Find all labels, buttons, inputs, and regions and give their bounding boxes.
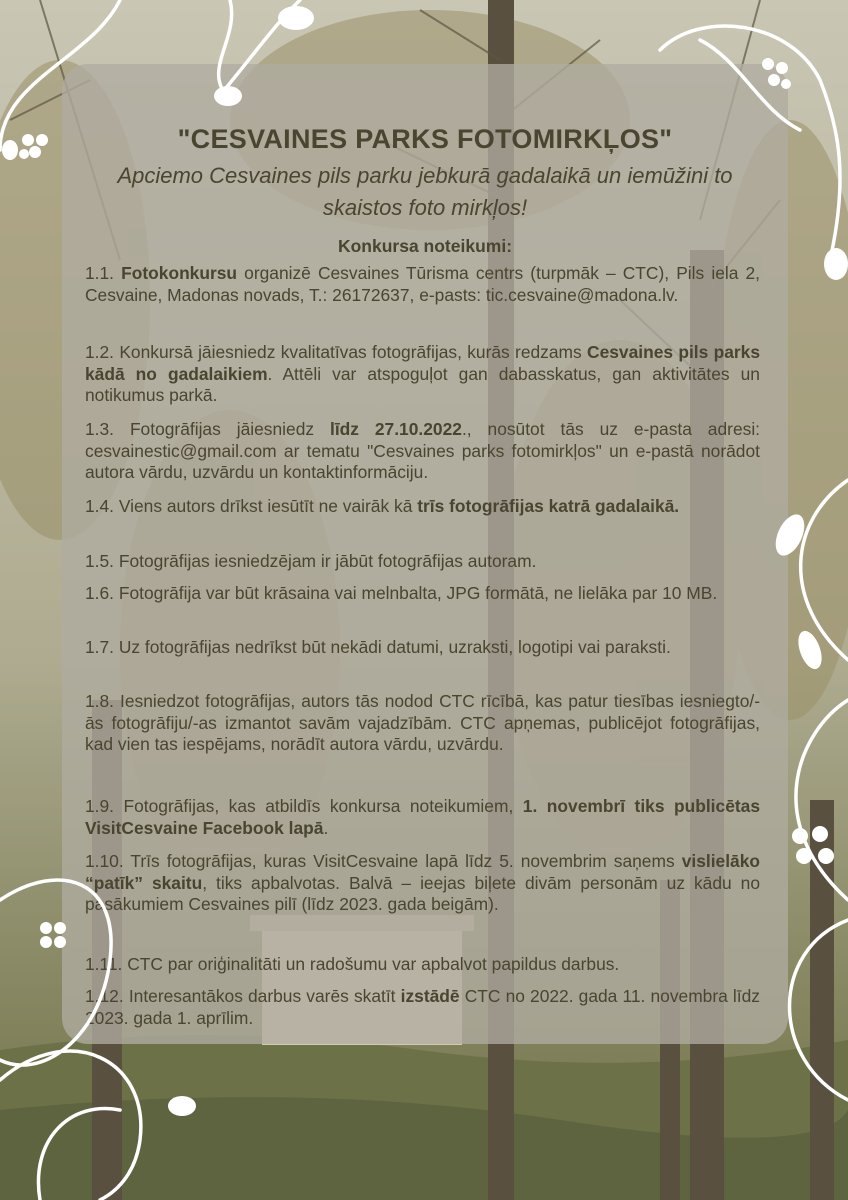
rule-text: . Attēli var atspoguļot gan dabasskatus, gan aktivitātes un notikumus parkā.	[85, 363, 760, 405]
rule-text: Iesniedzot fotogrāfijas, autors tās nodod CTC rīcībā, kas patur tiesības iesniegto/-ās fotogrāfiju/-as izmantot savām vajadzībām. CTC apņemas, publicējot fotogrāfijas, kad vien tas iespējams, norādīt autora vārdu, uzvārdu.	[85, 691, 760, 754]
rule-1-10	[85, 851, 760, 916]
rule-text: CTC par oriģinalitāti un radošumu var apbalvot papildus darbus.	[127, 954, 620, 974]
rule-1-3	[85, 419, 760, 484]
rule-number: 1.9.	[85, 796, 124, 816]
rules-heading: Konkursa noteikumi:	[337, 236, 513, 256]
rule-1-5	[85, 551, 760, 573]
rule-text: Fotogrāfija var būt krāsaina vai melnbalta, JPG formātā, ne lielāka par 10 MB.	[118, 583, 718, 603]
rule-number: 1.3.	[85, 419, 130, 439]
rule-number: 1.5.	[85, 551, 119, 571]
rule-1-8	[85, 691, 760, 756]
rule-number: 1.7.	[85, 637, 119, 657]
poster-subtitle: Apciemo Cesvaines pils parku jebkurā gadalaikā un iemūžini to skaistos foto mirkļos!	[117, 163, 733, 220]
rule-emphasis: vislielāko “patīk” skaitu	[85, 851, 760, 893]
rule-text: Konkursā jāiesniedz kvalitatīvas fotogrāfijas, kurās redzams	[119, 342, 588, 362]
rule-text: organizē Cesvaines Tūrisma centrs (turpmāk – CTC), Pils iela 2, Cesvaine, Madonas novads, T.: 26172637, e-pasts: tic.cesvaine@madona.lv.	[85, 263, 761, 305]
rule-1-7	[85, 637, 760, 659]
rule-text: CTC no 2022. gada 11. novembra līdz 2023. gada 1. aprīlim.	[85, 986, 760, 1028]
rule-number: 1.1.	[85, 263, 122, 283]
rule-1-9	[85, 796, 760, 839]
rule-text: Uz fotogrāfijas nedrīkst būt nekādi datumi, uzraksti, logotipi vai paraksti.	[118, 637, 671, 657]
rule-text: ., nosūtot tās uz e-pasta adresi: cesvainestic@gmail.com ar tematu "Cesvaines parks fotomirkļos" un e-pastā norādot autora vārdu, uzvārdu un kontaktinformāciju.	[85, 419, 761, 482]
rule-text: Viens autors drīkst iesūtīt ne vairāk kā	[118, 496, 418, 516]
rule-emphasis: Cesvaines pils parks kādā no gadalaikiem	[85, 342, 761, 384]
rule-text: Interesantākos darbus varēs skatīt	[128, 986, 401, 1006]
rule-number: 1.12.	[85, 986, 129, 1006]
rule-emphasis: līdz 27.10.2022	[329, 419, 462, 439]
rule-number: 1.6.	[85, 583, 119, 603]
rule-1-4	[85, 496, 760, 518]
rule-text: Fotogrāfijas, kas atbildīs konkursa noteikumiem,	[123, 796, 523, 816]
rule-emphasis: izstādē	[400, 986, 460, 1006]
rule-emphasis: trīs fotogrāfijas katrā gadalaikā.	[417, 496, 680, 516]
rule-number: 1.8.	[85, 691, 121, 711]
rule-number: 1.2.	[85, 342, 120, 362]
rule-emphasis: 1. novembrī tiks publicētas VisitCesvaine Facebook lapā	[85, 796, 760, 838]
rule-emphasis: Fotokonkursu	[121, 263, 238, 283]
rule-text: Fotogrāfijas jāiesniedz	[129, 419, 330, 439]
rule-number: 1.4.	[85, 496, 119, 516]
rule-text: Fotogrāfijas iesniedzējam ir jābūt fotogrāfijas autoram.	[118, 551, 537, 571]
rule-1-6	[85, 583, 760, 605]
rule-1-11	[85, 954, 760, 976]
rule-text: , tiks apbalvotas. Balvā – ieejas biļete divām personām uz kādu no pasākumiem Cesvaines pilī (līdz 2023. gada beigām).	[85, 872, 760, 914]
rule-number: 1.10.	[85, 851, 131, 871]
rule-1-12	[85, 986, 760, 1029]
rule-text: Trīs fotogrāfijas, kuras VisitCesvaine lapā līdz 5. novembrim saņems	[130, 851, 682, 871]
poster-title: "CESVAINES PARKS FOTOMIRKĻOS"	[177, 124, 673, 154]
rule-text: .	[323, 817, 329, 838]
rule-number: 1.11.	[85, 954, 128, 974]
rule-1-2	[85, 342, 760, 407]
rule-1-1	[85, 263, 760, 306]
